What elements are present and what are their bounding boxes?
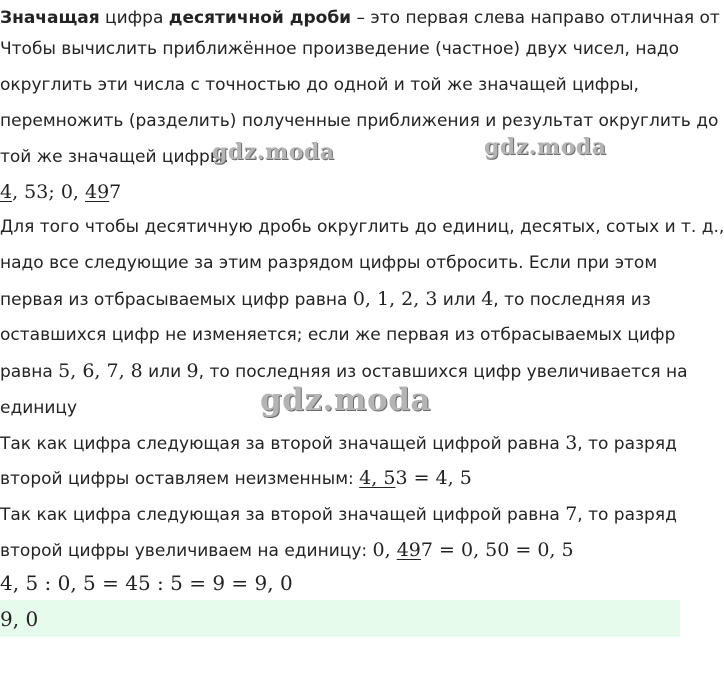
step1-eq-underlined: 4, 5: [359, 467, 396, 489]
digits-low: 0, 1, 2, 3: [352, 288, 438, 310]
definition-line: [0, 7, 720, 29]
rounding-line-3-c: , то последняя из: [493, 290, 651, 310]
definition-word: цифра: [99, 8, 169, 28]
given-numbers: [0, 181, 680, 203]
rounding-line-5: [0, 360, 688, 383]
step1-eq-rest: 3 = 4, 5: [395, 467, 472, 489]
rounding-line-6: единицу: [0, 398, 78, 418]
step1-line-1: [0, 432, 680, 455]
rounding-line-3-a: первая из отбрасываемых цифр равна: [0, 290, 353, 310]
definition-term-2: десятичной дроби: [168, 8, 352, 28]
rule-line-1: Чтобы вычислить приближённое произведение (частное) двух чисел, надо: [0, 39, 680, 59]
step1-line-2: [0, 467, 680, 490]
step2-line-1-b: , то разряд: [577, 505, 677, 525]
step1-line-2-text: второй цифры оставляем неизменным:: [0, 469, 360, 489]
step1-digit: 3: [565, 432, 578, 454]
step2-line-1-a: Так как цифра следующая за второй значащей цифрой равна: [0, 505, 566, 525]
given-b-underlined: 49: [84, 181, 110, 203]
given-a-dec: , 53: [12, 181, 49, 203]
definition-term: Значащая: [0, 8, 100, 28]
rule-line-2: округлить эти числа с точностью до одной и той же значащей цифры,: [0, 75, 639, 95]
step2-line-1: [0, 503, 680, 526]
watermark: gdz.moda: [260, 382, 431, 418]
rule-line-3: перемножить (разделить) полученные приближения и результат округлить до: [0, 111, 719, 131]
rounding-line-3: [0, 288, 680, 311]
rounding-line-1: Для того чтобы десятичную дробь округлить до единиц, десятых, сотых и т. д.,: [0, 217, 724, 237]
digit-9: 9: [186, 360, 199, 382]
step2-eq-pre: 0,: [372, 539, 397, 561]
given-b-pre: 0,: [60, 181, 85, 203]
given-sep: ;: [48, 181, 61, 203]
rounding-line-3-b: или: [437, 290, 482, 310]
step2-eq-rest: 7 = 0, 50 = 0, 5: [420, 539, 574, 561]
watermark: gdz.moda: [212, 139, 335, 165]
step2-eq-underlined: 49: [396, 539, 421, 561]
rounding-line-2: надо все следующие за этим разрядом цифры отбросить. Если при этом: [0, 253, 658, 273]
step2-line-2-text: второй цифры увеличиваем на единицу:: [0, 541, 373, 561]
rounding-line-5-a: равна: [0, 362, 59, 382]
digits-high: 5, 6, 7, 8: [58, 360, 143, 382]
digit-4: 4: [481, 288, 494, 310]
rounding-line-4: оставшихся цифр не изменяется; если же первая из отбрасываемых цифр: [0, 325, 676, 345]
calculation: 4, 5 : 0, 5 = 45 : 5 = 9 = 9, 0: [0, 571, 293, 595]
watermark: gdz.moda: [484, 134, 607, 160]
definition-rest: – это первая слева направо отличная от: [351, 8, 720, 28]
answer: 9, 0: [0, 607, 39, 631]
rounding-line-5-b: или: [142, 362, 187, 382]
rule-line-4: той же значащей цифры.: [0, 147, 229, 167]
rounding-line-5-c: , то последняя из оставшихся цифр увеличивается на: [198, 362, 688, 382]
step2-digit: 7: [565, 503, 578, 525]
step2-line-2: [0, 539, 680, 562]
step1-line-1-a: Так как цифра следующая за второй значащей цифрой равна: [0, 434, 566, 454]
step1-line-1-b: , то разряд: [577, 434, 677, 454]
given-a-int: 4: [0, 181, 13, 203]
given-b-tail: 7: [109, 181, 122, 203]
